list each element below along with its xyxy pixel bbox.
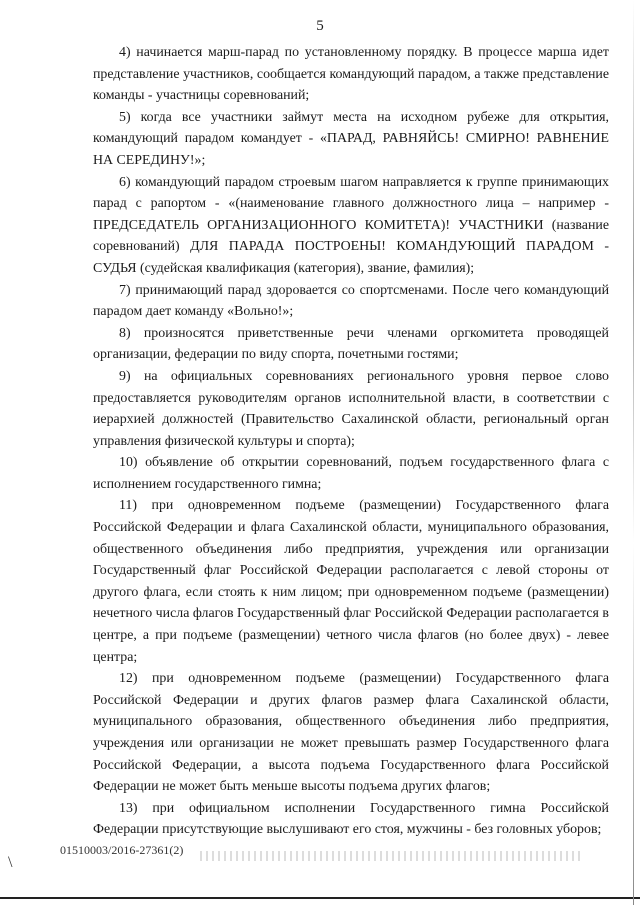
paragraph-10: 10) объявление об открытии соревнований, подъем государственного флага с исполнением государственного гимна;	[93, 455, 609, 492]
scan-mark: \	[8, 854, 13, 871]
document-body	[93, 42, 609, 841]
paragraph-6: 6) командующий парадом строевым шагом направляется к группе принимающих парад с рапортом - «(наименование главного должностного лица – например - ПРЕДСЕДАТЕЛЬ ОРГАНИЗАЦИОННОГО КОМИТЕТА)! УЧАСТНИКИ (название соревнований) ДЛЯ ПАРАДА ПОСТРОЕНЫ! КОМАНДУЮЩИЙ ПАРАДОМ - СУДЬЯ (судейская квалификация (категория), звание, фамилия);	[93, 174, 609, 276]
paragraph-13: 13) при официальном исполнении Государственного гимна Российской Федерации присутствующие выслушивают его стоя, мужчины - без головных уборов;	[93, 800, 609, 838]
paragraph-8: 8) произносятся приветственные речи членами оргкомитета проводящей организации, федерации по виду спорта, почетными гостями;	[93, 325, 609, 363]
scan-edge-right	[633, 0, 634, 905]
page-number: 5	[316, 18, 324, 34]
paragraph-4: 4) начинается марш-парад по установленному порядку. В процессе марша идет представление участников, сообщается командующий парадом, а также представление команды - участницы соревнований;	[93, 45, 609, 104]
paragraph-5: 5) когда все участники займут места на исходном рубеже для открытия, командующий парадом командует - «ПАРАД, РАВНЯЙСЬ! СМИРНО! РАВНЕНИЕ НА СЕРЕДИНУ!»;	[93, 109, 609, 168]
paragraph-7: 7) принимающий парад здоровается со спортсменами. После чего командующий парадом дает команду «Вольно!»;	[93, 282, 609, 320]
paragraph-9: 9) на официальных соревнованиях регионального уровня первое слово предоставляется руководителям органов исполнительной власти, в соответствии с иерархией должностей (Правительство Сахалинской области, региональный орган управления физической культуры и спорта);	[93, 368, 609, 449]
scan-noise	[200, 851, 580, 861]
paragraph-11: 11) при одновременном подъеме (размещении) Государственного флага Российской Федерации и флага Сахалинской области, муниципального образования, общественного объединения либо предприятия, учреждения или организации Государственный флаг Российской Федерации располагается с левой стороны от другого флага, если стоять к ним лицом; при одновременном подъеме (размещении) нечетного числа флагов Государственный флаг Российской Федерации располагается в центре, а при подъеме (размещении) четного числа флагов (но более двух) - левее центра;	[93, 498, 609, 665]
document-code: 01510003/2016-27361(2)	[60, 843, 184, 857]
paragraph-12: 12) при одновременном подъеме (размещении) Государственного флага Российской Федерации и других флагов размер флага Сахалинской области, муниципального образования, общественного объединения либо предприятия, учреждения или организации не может превышать размер Государственного флага Российской Федерации, а высота подъема Государственного флага Российской Федерации не может быть меньше высоты подъема других флагов;	[93, 671, 609, 795]
scan-edge-bottom	[0, 897, 640, 899]
